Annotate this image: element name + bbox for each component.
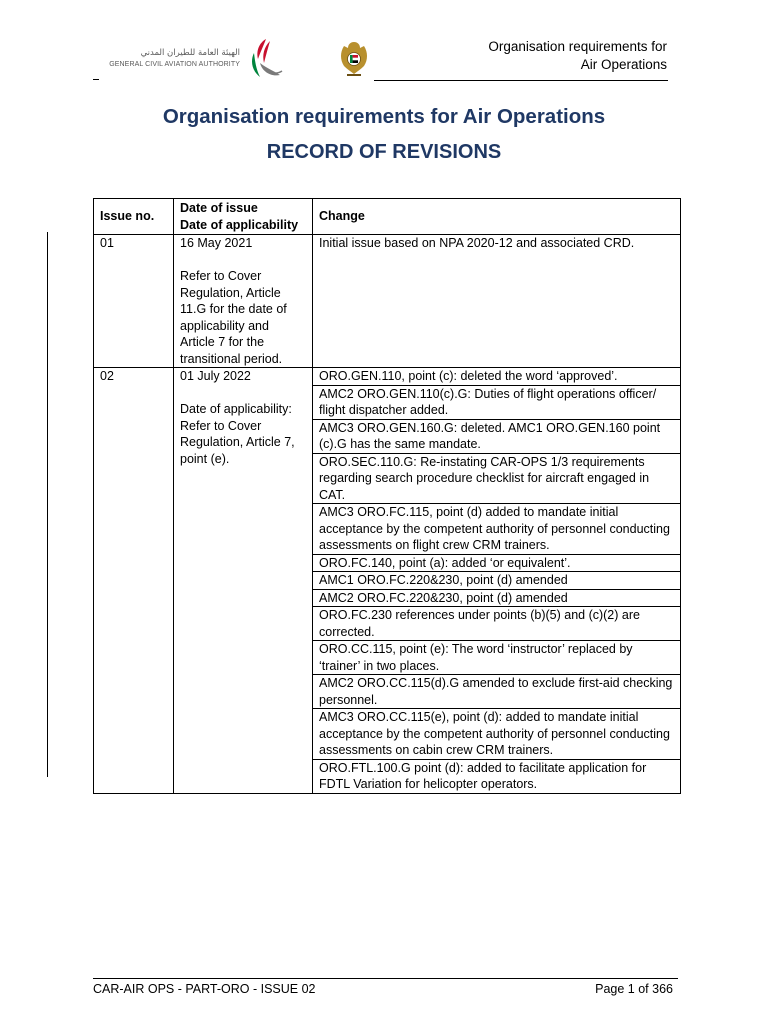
change-cell: ORO.SEC.110.G: Re-instating CAR-OPS 1/3 requirements regarding search procedure checklist for aircraft engaged in CAT. [313,453,681,504]
applicability-note: Refer to Cover Regulation, Article 11.G for the date of applicability and Article 7 for the transitional period. [180,269,287,366]
issue-date: 16 May 2021 [180,236,253,250]
change-cell: ORO.FTL.100.G point (d): added to facilitate application for FDTL Variation for helicopter operators. [313,759,681,793]
running-title-line1: Organisation requirements for [488,39,667,54]
uae-emblem-icon [334,38,374,78]
change-cell: AMC2 ORO.CC.115(d).G amended to exclude first-aid checking personnel. [313,675,681,709]
gcaa-english-name: GENERAL CIVIL AVIATION AUTHORITY [109,61,240,68]
page-header [0,0,768,96]
header-date-of-issue: Date of issue [180,201,258,215]
table-header-row [94,199,681,235]
change-cell: ORO.GEN.110, point (c): deleted the word ‘approved’. [313,368,681,386]
header-tick-mark [93,79,99,80]
record-of-revisions-heading: RECORD OF REVISIONS [266,141,502,163]
change-cell: AMC3 ORO.CC.115(e), point (d): added to mandate initial acceptance by the competent authority of personnel conducting assessments on cabin crew CRM trainers. [313,709,681,760]
change-cell: AMC3 ORO.FC.115, point (d) added to mandate initial acceptance by the competent authority of personnel conducting assessments on flight crew CRM trainers. [313,504,681,555]
header-dates [174,199,313,235]
applicability-note: Date of applicability: Refer to Cover Regulation, Article 7, point (e). [180,402,295,466]
footer-rule [93,978,678,979]
footer-page-number: Page 1 of 366 [595,982,673,996]
document-title: Organisation requirements for Air Operations [162,105,606,128]
revision-change-bar [47,232,48,777]
change-cell: AMC1 ORO.FC.220&230, point (d) amended [313,572,681,590]
change-cell: Initial issue based on NPA 2020-12 and associated CRD. [313,235,681,368]
issue-date: 01 July 2022 [180,369,251,383]
change-cell: ORO.FC.140, point (a): added ‘or equivalent’. [313,554,681,572]
change-cell: AMC2 ORO.GEN.110(c).G: Duties of flight operations officer/ flight dispatcher added. [313,385,681,419]
change-cell: AMC3 ORO.GEN.160.G: deleted. AMC1 ORO.GEN.160 point (c).G has the same mandate. [313,419,681,453]
header-issue-no: Issue no. [94,199,174,235]
header-date-of-applicability: Date of applicability [180,217,299,232]
running-title [407,38,667,74]
gcaa-falcon-emblem-icon [246,37,284,81]
header-change: Change [313,199,681,235]
gcaa-arabic-name: الهيئة العامة للطيران المدني [140,48,240,58]
change-cell: ORO.CC.115, point (e): The word ‘instructor’ replaced by ‘trainer’ in two places. [313,641,681,675]
issue-number-cell: 02 [94,368,174,794]
table-row [94,368,681,386]
header-rule [374,80,668,81]
date-cell [174,235,313,368]
issue-number-cell: 01 [94,235,174,368]
running-title-line2: Air Operations [580,57,667,72]
change-cell: ORO.FC.230 references under points (b)(5) and (c)(2) are corrected. [313,607,681,641]
change-cell: AMC2 ORO.FC.220&230, point (d) amended [313,589,681,607]
date-cell [174,368,313,794]
table-row [94,235,681,368]
revisions-table [93,198,681,794]
footer-document-ref: CAR-AIR OPS - PART-ORO - ISSUE 02 [93,982,316,996]
gcaa-logo [100,34,290,84]
